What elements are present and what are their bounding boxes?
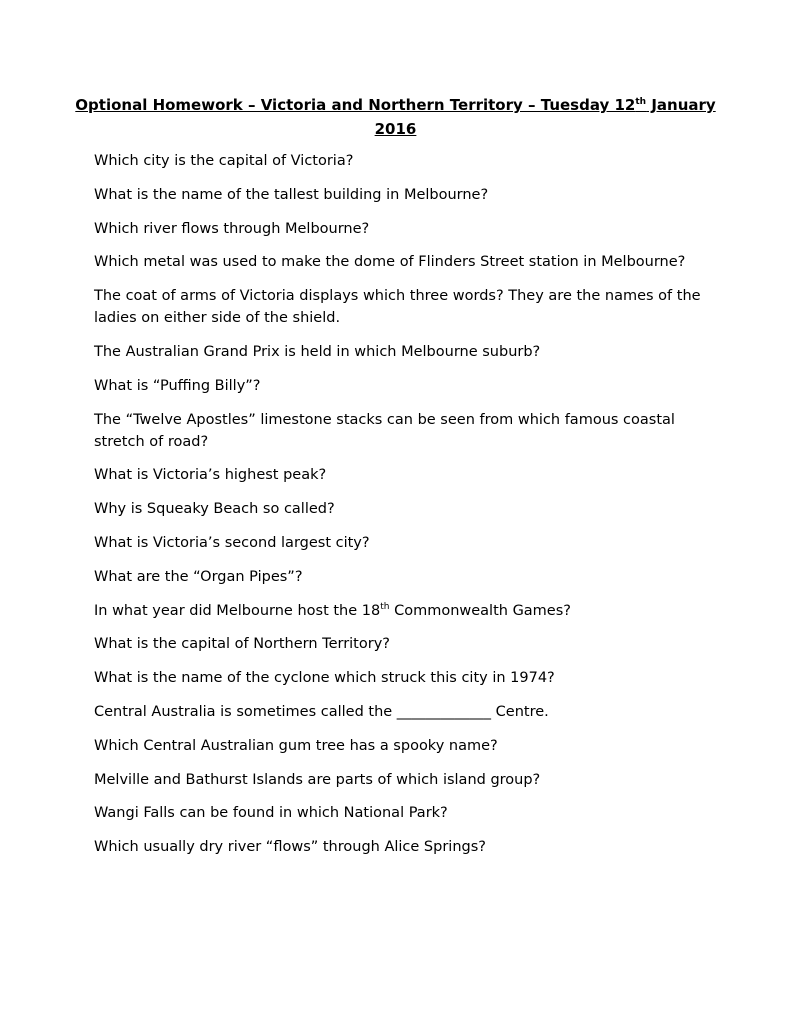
- question-item: What is Victoria’s second largest city?: [94, 534, 370, 551]
- question-text: Commonwealth Games?: [389, 602, 571, 619]
- question-item: Central Australia is sometimes called the _____________ Centre.: [94, 703, 549, 720]
- ordinal-suffix: th: [380, 601, 390, 612]
- question-item: [94, 600, 714, 622]
- question-item: Which city is the capital of Victoria?: [94, 153, 354, 169]
- question-item: The Australian Grand Prix is held in which Melbourne suburb?: [94, 343, 541, 360]
- title-text: Optional Homework – Victoria and Northern Territory – Tuesday 12: [75, 96, 636, 114]
- question-item: What is the capital of Northern Territory?: [94, 636, 390, 653]
- question-item: What is “Puffing Billy”?: [94, 377, 261, 394]
- question-item: What are the “Organ Pipes”?: [94, 568, 303, 585]
- question-item: Which Central Australian gum tree has a spooky name?: [94, 737, 498, 754]
- question-item: Melville and Bathurst Islands are parts of which island group?: [94, 771, 541, 788]
- question-item: Which usually dry river “flows” through Alice Springs?: [94, 839, 486, 856]
- title-date-text: January 2016: [374, 96, 716, 138]
- question-item: Which river flows through Melbourne?: [94, 220, 370, 237]
- question-item: What is the name of the cyclone which struck this city in 1974?: [94, 670, 555, 687]
- question-list: [94, 150, 714, 870]
- question-item: Wangi Falls can be found in which National Park?: [94, 805, 448, 822]
- question-item: The “Twelve Apostles” limestone stacks can be seen from which famous coastal stretch of road?: [94, 411, 675, 450]
- question-item: The coat of arms of Victoria displays which three words? They are the names of the ladies on either side of the shield.: [94, 288, 701, 327]
- question-text: In what year did Melbourne host the 18: [94, 602, 381, 619]
- question-item: Which metal was used to make the dome of Flinders Street station in Melbourne?: [94, 254, 686, 271]
- question-item: Why is Squeaky Beach so called?: [94, 501, 335, 518]
- page-title: [60, 93, 731, 141]
- question-item: What is Victoria’s highest peak?: [94, 467, 327, 484]
- question-item: What is the name of the tallest building in Melbourne?: [94, 186, 489, 203]
- title-ordinal-suffix: th: [635, 97, 647, 107]
